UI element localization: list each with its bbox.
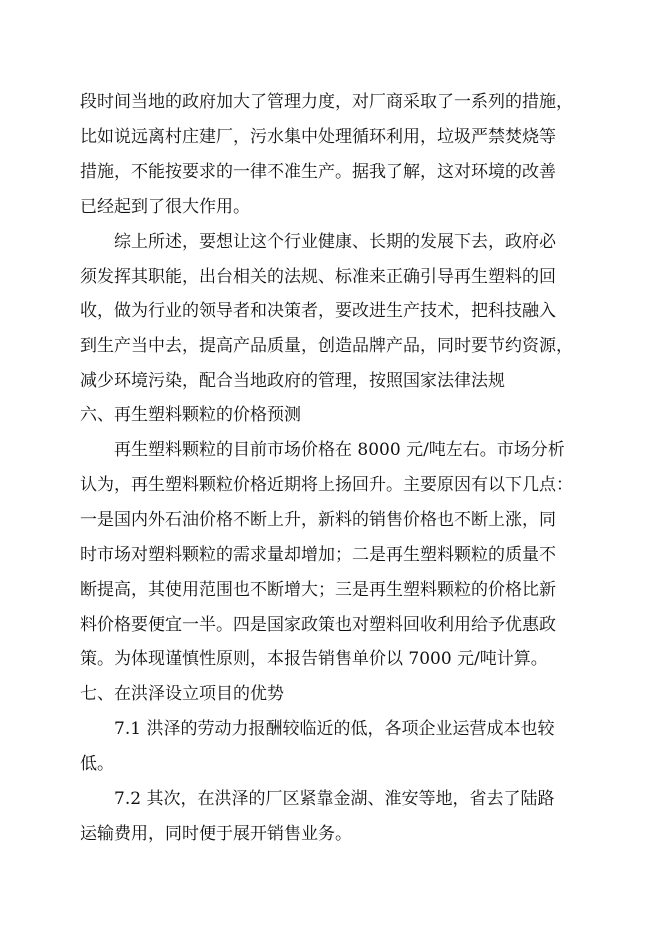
paragraph-line: 7.1 洪泽的劳动力报酬较临近的低，各项企业运营成本也较	[114, 719, 555, 739]
paragraph-line: 一是国内外石油价格不断上升，新料的销售价格也不断上涨，同	[80, 510, 556, 530]
paragraph-line: 段时间当地的政府加大了管理力度，对厂商采取了一系列的措施，	[80, 92, 573, 112]
paragraph-line: 料价格要便宜一半。四是国家政策也对塑料回收利用给予优惠政	[80, 615, 556, 635]
paragraph-line: 时市场对塑料颗粒的需求量却增加；二是再生塑料颗粒的质量不	[80, 545, 556, 565]
paragraph-line: 综上所述，要想让这个行业健康、长期的发展下去，政府必	[114, 232, 556, 252]
paragraph-line: 7.2 其次，在洪泽的厂区紧靠金湖、淮安等地，省去了陆路	[114, 789, 555, 809]
section-heading: 六、再生塑料颗粒的价格预测	[80, 405, 301, 425]
paragraph-line: 须发挥其职能，出台相关的法规、标准来正确引导再生塑料的回	[80, 267, 556, 287]
section-heading: 七、在洪泽设立项目的优势	[80, 684, 284, 704]
paragraph-line: 低。	[80, 754, 114, 774]
paragraph-line: 减少环境污染，配合当地政府的管理，按照国家法律法规	[80, 371, 505, 391]
paragraph-line: 再生塑料颗粒的目前市场价格在 8000 元/吨左右。市场分析	[114, 440, 565, 460]
paragraph-line: 措施，不能按要求的一律不准生产。据我了解，这对环境的改善	[80, 162, 556, 182]
paragraph-line: 收，做为行业的领导者和决策者，要改进生产技术，把科技融入	[80, 301, 556, 321]
paragraph-line: 认为，再生塑料颗粒价格近期将上扬回升。主要原因有以下几点：	[80, 475, 573, 495]
paragraph-line: 策。为体现谨慎性原则，本报告销售单价以 7000 元/吨计算。	[80, 649, 548, 669]
paragraph-line: 到生产当中去，提高产品质量，创造品牌产品，同时要节约资源，	[80, 336, 573, 356]
paragraph-line: 已经起到了很大作用。	[80, 197, 250, 217]
paragraph-line: 运输费用，同时便于展开销售业务。	[80, 824, 352, 844]
paragraph-line: 比如说远离村庄建厂，污水集中处理循环利用，垃圾严禁焚烧等	[80, 127, 556, 147]
paragraph-line: 断提高，其使用范围也不断增大；三是再生塑料颗粒的价格比新	[80, 580, 556, 600]
